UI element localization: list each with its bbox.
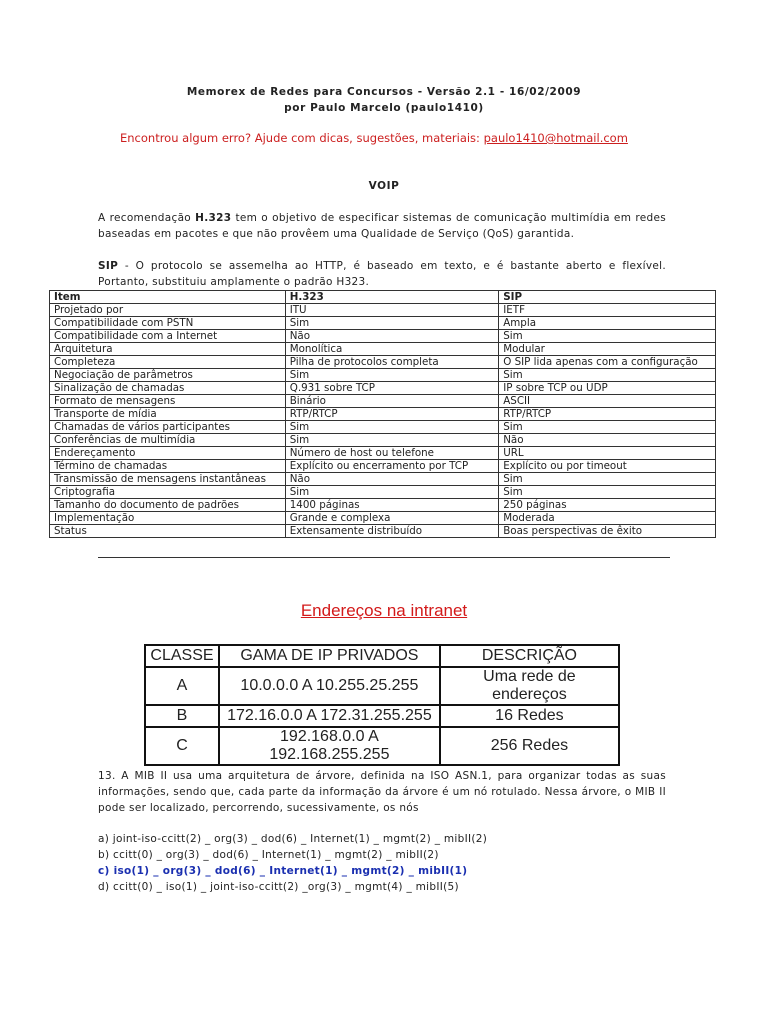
table-cell: Transporte de mídia <box>50 408 286 421</box>
option-d: d) ccitt(0) _ iso(1) _ joint-iso-ccitt(2) _org(3) _ mgmt(4) _ mibII(5) <box>98 881 459 893</box>
intranet-cell: A <box>145 667 219 705</box>
column-header: GAMA DE IP PRIVADOS <box>219 645 440 667</box>
document-title: Memorex de Redes para Concursos - Versão 2.1 - 16/02/2009 <box>186 86 582 98</box>
table-cell: Projetado por <box>50 304 286 317</box>
table-cell: Compatibilidade com a Internet <box>50 330 286 343</box>
intranet-cell: 16 Redes <box>440 705 619 727</box>
table-cell: Negociação de parâmetros <box>50 369 286 382</box>
table-cell: Sim <box>285 421 499 434</box>
table-cell: Número de host ou telefone <box>285 447 499 460</box>
question-text: 13. A MIB II usa uma arquitetura de árvore, definida na ISO ASN.1, para organizar todas as suas informações, sendo que, cada parte da informação da árvore é um nó rotulado. Nessa árvore, o MIB II pode ser localizado, percorrendo, sucessivamente, os nós <box>98 770 666 814</box>
table-cell: Não <box>285 330 499 343</box>
intranet-cell: 192.168.0.0 A 192.168.255.255 <box>219 727 440 765</box>
table-row <box>50 304 716 317</box>
table-cell: Grande e complexa <box>285 512 499 525</box>
table-cell: Chamadas de vários participantes <box>50 421 286 434</box>
table-row <box>50 473 716 486</box>
table-cell: IP sobre TCP ou UDP <box>499 382 716 395</box>
table-cell: 1400 páginas <box>285 499 499 512</box>
h323-bold: H.323 <box>195 212 232 224</box>
sip-paragraph <box>98 258 666 290</box>
table-cell: Compatibilidade com PSTN <box>50 317 286 330</box>
contact-line <box>120 131 628 145</box>
table-cell: Sim <box>499 330 716 343</box>
table-cell: Endereçamento <box>50 447 286 460</box>
table-cell: Transmissão de mensagens instantâneas <box>50 473 286 486</box>
table-cell: Moderada <box>499 512 716 525</box>
table-cell: IETF <box>499 304 716 317</box>
table-cell: Implementação <box>50 512 286 525</box>
table-cell: Boas perspectivas de êxito <box>499 525 716 538</box>
table-row <box>50 499 716 512</box>
table-row <box>50 395 716 408</box>
table-row <box>50 447 716 460</box>
table-row <box>50 512 716 525</box>
intranet-cell: 256 Redes <box>440 727 619 765</box>
table-cell: Status <box>50 525 286 538</box>
table-cell: URL <box>499 447 716 460</box>
table-row <box>50 330 716 343</box>
column-header: CLASSE <box>145 645 219 667</box>
table-row <box>50 356 716 369</box>
option-b: b) ccitt(0) _ org(3) _ dod(6) _ Internet(1) _ mgmt(2) _ mibII(2) <box>98 849 439 861</box>
comparison-table <box>49 290 716 538</box>
sip-text-after: - O protocolo se assemelha ao HTTP, é baseado em texto, e é bastante aberto e flexível. Portanto, substituiu amplamente o padrão H323. <box>98 260 666 288</box>
table-cell: RTP/RTCP <box>285 408 499 421</box>
table-row <box>50 317 716 330</box>
intranet-cell: 10.0.0.0 A 10.255.25.255 <box>219 667 440 705</box>
table-row <box>50 434 716 447</box>
table-cell: Criptografia <box>50 486 286 499</box>
table-header-row <box>50 291 716 304</box>
intranet-header-row <box>145 645 619 667</box>
table-cell: Ampla <box>499 317 716 330</box>
contact-text: Encontrou algum erro? Ajude com dicas, sugestões, materiais: <box>120 131 484 145</box>
table-row <box>50 486 716 499</box>
column-header: H.323 <box>285 291 499 304</box>
h323-text-after: tem o objetivo de especificar sistemas de comunicação multimídia em redes baseadas em pacotes e que não provêem uma Qualidade de Serviço (QoS) garantida. <box>98 212 666 240</box>
table-cell: Sim <box>499 369 716 382</box>
sip-bold: SIP <box>98 260 119 272</box>
document-author: por Paulo Marcelo (paulo1410) <box>284 102 484 114</box>
table-cell: ASCII <box>499 395 716 408</box>
column-header: SIP <box>499 291 716 304</box>
column-header: DESCRIÇÃO <box>440 645 619 667</box>
table-cell: Explícito ou encerramento por TCP <box>285 460 499 473</box>
intranet-cell: Uma rede de endereços <box>440 667 619 705</box>
table-cell: ITU <box>285 304 499 317</box>
table-cell: Sim <box>285 434 499 447</box>
intranet-row <box>145 667 619 705</box>
contact-email-link[interactable]: paulo1410@hotmail.com <box>483 131 628 145</box>
option-a: a) joint-iso-ccitt(2) _ org(3) _ dod(6) _ Internet(1) _ mgmt(2) _ mibII(2) <box>98 833 488 845</box>
table-cell: Tamanho do documento de padrões <box>50 499 286 512</box>
table-cell: O SIP lida apenas com a configuração <box>499 356 716 369</box>
table-cell: RTP/RTCP <box>499 408 716 421</box>
intranet-title: Endereços na intranet <box>300 601 468 620</box>
table-cell: Explícito ou por timeout <box>499 460 716 473</box>
table-cell: Sim <box>499 421 716 434</box>
table-row <box>50 382 716 395</box>
table-cell: Término de chamadas <box>50 460 286 473</box>
table-cell: Não <box>499 434 716 447</box>
table-row <box>50 408 716 421</box>
table-cell: Extensamente distribuído <box>285 525 499 538</box>
section-title: VOIP <box>368 180 400 192</box>
table-cell: Binário <box>285 395 499 408</box>
table-cell: Sim <box>499 486 716 499</box>
table-row <box>50 343 716 356</box>
table-cell: 250 páginas <box>499 499 716 512</box>
table-cell: Modular <box>499 343 716 356</box>
table-cell: Q.931 sobre TCP <box>285 382 499 395</box>
table-cell: Sim <box>285 317 499 330</box>
table-cell: Arquitetura <box>50 343 286 356</box>
intranet-row <box>145 705 619 727</box>
option-c-correct: c) iso(1) _ org(3) _ dod(6) _ Internet(1) _ mgmt(2) _ mibII(1) <box>98 865 468 877</box>
table-cell: Completeza <box>50 356 286 369</box>
column-header: Item <box>50 291 286 304</box>
intranet-row <box>145 727 619 765</box>
table-row <box>50 421 716 434</box>
intranet-cell: 172.16.0.0 A 172.31.255.255 <box>219 705 440 727</box>
h323-paragraph <box>98 210 666 242</box>
table-row <box>50 369 716 382</box>
horizontal-divider <box>98 557 670 558</box>
table-cell: Não <box>285 473 499 486</box>
table-cell: Sim <box>285 486 499 499</box>
table-cell: Conferências de multimídia <box>50 434 286 447</box>
intranet-cell: B <box>145 705 219 727</box>
h323-text-before: A recomendação <box>98 212 196 224</box>
table-cell: Sim <box>285 369 499 382</box>
intranet-cell: C <box>145 727 219 765</box>
table-cell: Formato de mensagens <box>50 395 286 408</box>
table-cell: Pilha de protocolos completa <box>285 356 499 369</box>
intranet-table <box>144 644 620 766</box>
table-cell: Monolítica <box>285 343 499 356</box>
table-row <box>50 460 716 473</box>
table-cell: Sim <box>499 473 716 486</box>
table-cell: Sinalização de chamadas <box>50 382 286 395</box>
table-row <box>50 525 716 538</box>
